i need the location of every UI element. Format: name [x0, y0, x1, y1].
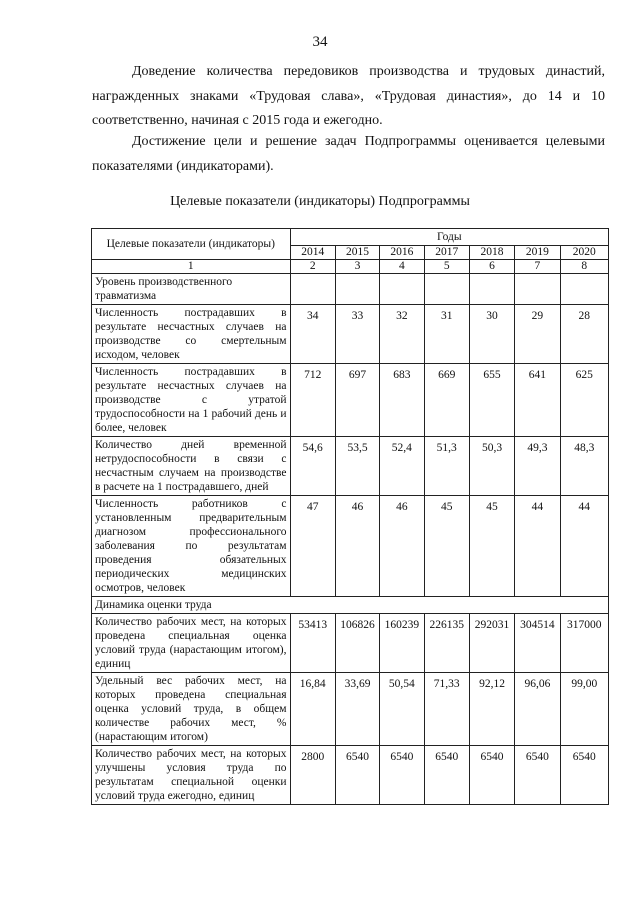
- indicator-value: 45: [424, 496, 469, 597]
- indicator-value: 28: [560, 305, 608, 364]
- indicators-table: [91, 228, 609, 805]
- indicator-value: 46: [335, 496, 379, 597]
- indicator-value: 92,12: [469, 673, 514, 746]
- indicator-value: 47: [290, 496, 335, 597]
- column-numbers-row: [92, 260, 609, 274]
- indicator-value: 6540: [380, 746, 424, 805]
- indicator-value: 30: [469, 305, 514, 364]
- empty-cell: [380, 274, 424, 305]
- indicator-value: 46: [380, 496, 424, 597]
- indicator-value: 641: [515, 364, 560, 437]
- header-years-group: Годы: [290, 229, 608, 246]
- section-row: [92, 597, 609, 614]
- paragraph-indicators-intro: Достижение цели и решение задач Подпрограммы оценивается целевыми показателями (индикаторами).: [92, 134, 605, 174]
- column-number: 6: [469, 260, 514, 274]
- indicator-value: 99,00: [560, 673, 608, 746]
- column-number: 3: [335, 260, 379, 274]
- empty-cell: [515, 274, 560, 305]
- indicator-value: 31: [424, 305, 469, 364]
- column-number: 7: [515, 260, 560, 274]
- section-title: Уровень производственного травматизма: [92, 274, 291, 305]
- indicator-value: 292031: [469, 614, 514, 673]
- indicator-value: 32: [380, 305, 424, 364]
- indicator-name: Численность пострадавших в результате несчастных случаев на производстве со смертельным исходом, человек: [92, 305, 291, 364]
- table-row: [92, 364, 609, 437]
- year-header-2015: 2015: [335, 246, 379, 260]
- indicator-value: 49,3: [515, 437, 560, 496]
- column-number: 5: [424, 260, 469, 274]
- year-header-2014: 2014: [290, 246, 335, 260]
- table-title: Целевые показатели (индикаторы) Подпрограммы: [170, 194, 470, 209]
- table-row: [92, 496, 609, 597]
- indicator-value: 51,3: [424, 437, 469, 496]
- indicator-value: 304514: [515, 614, 560, 673]
- indicator-value: 50,3: [469, 437, 514, 496]
- indicator-value: 52,4: [380, 437, 424, 496]
- year-header-2018: 2018: [469, 246, 514, 260]
- indicator-value: 34: [290, 305, 335, 364]
- table-row: [92, 673, 609, 746]
- indicator-value: 6540: [424, 746, 469, 805]
- column-number: 1: [92, 260, 291, 274]
- table-row: [92, 437, 609, 496]
- header-indicators: Целевые показатели (индикаторы): [92, 229, 291, 260]
- year-header-2019: 2019: [515, 246, 560, 260]
- empty-cell: [335, 274, 379, 305]
- indicator-value: 33: [335, 305, 379, 364]
- indicator-value: 226135: [424, 614, 469, 673]
- indicator-value: 669: [424, 364, 469, 437]
- indicator-value: 317000: [560, 614, 608, 673]
- indicator-value: 29: [515, 305, 560, 364]
- indicator-value: 50,54: [380, 673, 424, 746]
- indicator-value: 71,33: [424, 673, 469, 746]
- indicator-value: 44: [515, 496, 560, 597]
- empty-cell: [424, 274, 469, 305]
- indicator-name: Количество дней временной нетрудоспособности в связи с несчастным случаем на производстве в расчете на 1 пострадавшего, дней: [92, 437, 291, 496]
- indicator-value: 6540: [515, 746, 560, 805]
- indicator-value: 44: [560, 496, 608, 597]
- table-row: [92, 305, 609, 364]
- paragraph-dynasties: Доведение количества передовиков производства и трудовых династий, награжденных знаками «Трудовая слава», «Трудовая династия», до 14 и 10 соответственно, начиная с 2015 года и ежегодно.: [92, 64, 605, 128]
- indicator-name: Удельный вес рабочих мест, на которых проведена специальная оценка условий труда, в общем количестве рабочих мест, % (нарастающим итогом): [92, 673, 291, 746]
- indicator-value: 2800: [290, 746, 335, 805]
- indicator-value: 33,69: [335, 673, 379, 746]
- indicator-value: 6540: [335, 746, 379, 805]
- section-row: [92, 274, 609, 305]
- indicator-value: 54,6: [290, 437, 335, 496]
- column-number: 8: [560, 260, 608, 274]
- table-row: [92, 746, 609, 805]
- indicator-value: 96,06: [515, 673, 560, 746]
- indicator-value: 45: [469, 496, 514, 597]
- indicator-value: 106826: [335, 614, 379, 673]
- indicator-value: 48,3: [560, 437, 608, 496]
- column-number: 4: [380, 260, 424, 274]
- year-header-2016: 2016: [380, 246, 424, 260]
- indicator-value: 625: [560, 364, 608, 437]
- section-title: Динамика оценки труда: [92, 597, 609, 614]
- indicator-value: 53,5: [335, 437, 379, 496]
- empty-cell: [469, 274, 514, 305]
- indicator-value: 6540: [560, 746, 608, 805]
- year-header-2020: 2020: [560, 246, 608, 260]
- table-row: [92, 614, 609, 673]
- indicator-value: 655: [469, 364, 514, 437]
- page-number: 34: [312, 34, 328, 50]
- empty-cell: [560, 274, 608, 305]
- indicator-value: 683: [380, 364, 424, 437]
- indicator-value: 16,84: [290, 673, 335, 746]
- indicator-value: 53413: [290, 614, 335, 673]
- indicator-name: Количество рабочих мест, на которых проведена специальная оценка условий труда (нарастающим итогом), единиц: [92, 614, 291, 673]
- indicator-value: 697: [335, 364, 379, 437]
- indicator-value: 712: [290, 364, 335, 437]
- empty-cell: [290, 274, 335, 305]
- year-header-2017: 2017: [424, 246, 469, 260]
- indicator-value: 160239: [380, 614, 424, 673]
- table-body: [92, 274, 609, 805]
- indicator-name: Количество рабочих мест, на которых улучшены условия труда по результатам специальной оценки условий труда ежегодно, единиц: [92, 746, 291, 805]
- indicator-value: 6540: [469, 746, 514, 805]
- indicator-name: Численность пострадавших в результате несчастных случаев на производстве с утратой трудоспособности на 1 рабочий день и более, человек: [92, 364, 291, 437]
- column-number: 2: [290, 260, 335, 274]
- indicator-name: Численность работников с установленным предварительным диагнозом профессионального заболевания по результатам проведения обязательных периодических медицинских осмотров, человек: [92, 496, 291, 597]
